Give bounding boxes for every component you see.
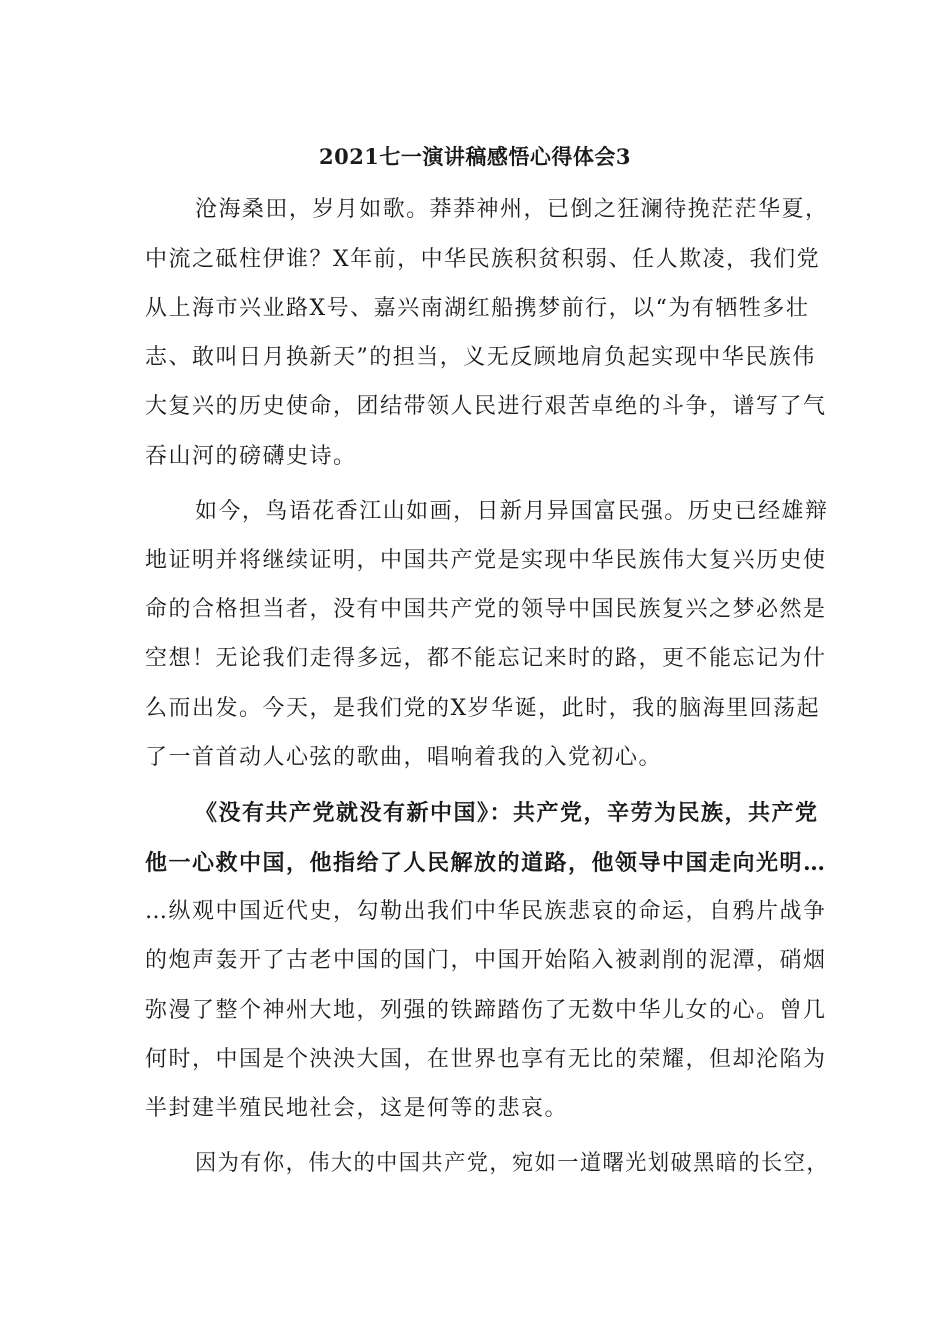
document-title: 2021七一演讲稿感悟心得体会3 xyxy=(318,144,632,169)
paragraph-3-line-7: 半封建半殖民地社会，这是何等的悲哀。 xyxy=(145,1096,569,1121)
paragraph-1-line-2: 中流之砥柱伊谁？X年前，中华民族积贫积弱、任人欺凌，我们党 xyxy=(145,247,821,272)
paragraph-2-line-2: 地证明并将继续证明，中国共产党是实现中华民族伟大复兴历史使 xyxy=(145,548,827,573)
paragraph-1-line-4: 志、敢叫日月换新天”的担当，义无反顾地肩负起实现中华民族伟 xyxy=(145,345,816,370)
paragraph-2-line-6: 了一首首动人心弦的歌曲，唱响着我的入党初心。 xyxy=(145,745,663,770)
paragraph-2-line-5: 么而出发。今天，是我们党的X岁华诞，此时，我的脑海里回荡起 xyxy=(145,696,821,721)
paragraph-3-line-4: 的炮声轰开了古老中国的国门，中国开始陷入被剥削的泥潭，硝烟 xyxy=(145,948,827,973)
paragraph-1-line-5: 大复兴的历史使命，团结带领人民进行艰苦卓绝的斗争，谱写了气 xyxy=(145,394,827,419)
paragraph-3-line-3: …纵观中国近代史，勾勒出我们中华民族悲哀的命运，自鸦片战争 xyxy=(145,899,827,924)
paragraph-2-line-4: 空想！无论我们走得多远，都不能忘记来时的路，更不能忘记为什 xyxy=(145,646,827,671)
paragraph-3-line-6: 何时，中国是个泱泱大国，在世界也享有无比的荣耀，但却沦陷为 xyxy=(145,1047,827,1072)
paragraph-3-line-5: 弥漫了整个神州大地，列强的铁蹄踏伤了无数中华儿女的心。曾几 xyxy=(145,998,827,1023)
paragraph-2-line-3: 命的合格担当者，没有中国共产党的领导中国民族复兴之梦必然是 xyxy=(145,597,827,622)
paragraph-1-line-3: 从上海市兴业路X号、嘉兴南湖红船携梦前行，以“为有牺牲多壮 xyxy=(145,296,810,321)
paragraph-3-line-1: 《没有共产党就没有新中国》：共产党，辛劳为民族，共产党 xyxy=(195,800,819,826)
paragraph-3-line-2: 他一心救中国，他指给了人民解放的道路，他领导中国走向光明… xyxy=(145,850,827,876)
paragraph-1-line-1: 沧海桑田，岁月如歌。莽莽神州，已倒之狂澜待挽茫茫华夏， xyxy=(195,197,829,222)
paragraph-2-line-1: 如今，鸟语花香江山如画，日新月异国富民强。历史已经雄辩 xyxy=(195,499,829,524)
paragraph-1-line-6: 吞山河的磅礴史诗。 xyxy=(145,444,357,469)
paragraph-4-line-1: 因为有你，伟大的中国共产党，宛如一道曙光划破黑暗的长空， xyxy=(195,1151,829,1176)
